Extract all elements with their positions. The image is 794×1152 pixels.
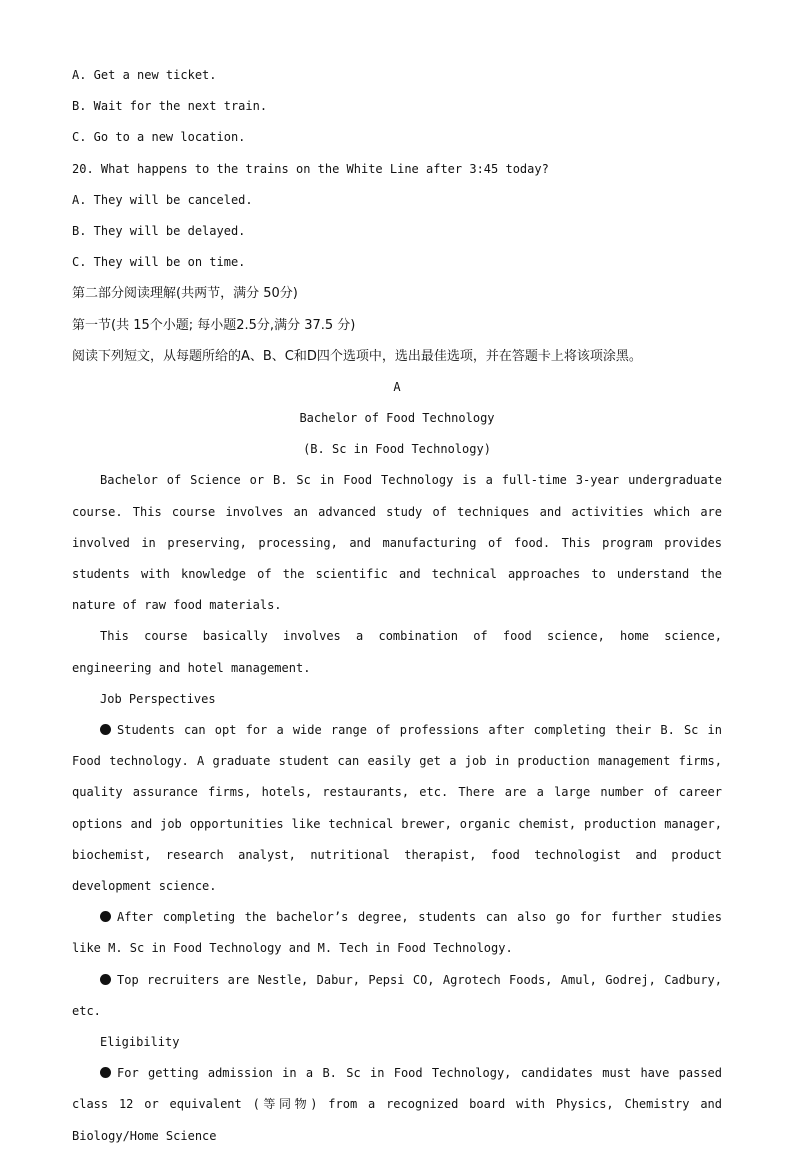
section1-title: 第一节(共 15个小题; 每小题2.5分,满分 37.5 分) [72,317,356,333]
reading-instruction: 阅读下列短文，从每题所给的A、B、C和D四个选项中，选出最佳选项，并在答题卡上将该项涂黑。 [72,348,642,364]
bullet-icon [100,1067,111,1078]
part2-title: 第二部分阅读理解(共两节，满分 50分) [72,286,298,302]
job-perspectives-heading: Job Perspectives [100,691,216,706]
bullet-text: After completing the bachelor’s degree, students can also go for further studies like M. Sc in Food Technology and M. Tech in Food Technology. [72,910,722,956]
passage-paragraph-1: Bachelor of Science or B. Sc in Food Technology is a full-time 3-year undergraduate course. This course involves an advanced study of techniques and activities which are involved in preserving, processing, and manufacturing of food. This program provides students with knowledge of the scientific and technical approaches to understand the nature of raw food materials. [72,473,722,613]
bullet-icon [100,974,111,985]
eligibility-heading: Eligibility [100,1035,180,1050]
q20-option-c: C. They will be on time. [72,255,246,270]
q20-option-a: A. They will be canceled. [72,192,253,207]
passage-label: A [393,379,401,394]
passage-title: Bachelor of Food Technology [299,411,495,426]
bullet-icon [100,724,111,735]
q19-option-b: B. Wait for the next train. [72,99,268,114]
bullet-icon [100,911,111,922]
q19-option-a: A. Get a new ticket. [72,68,217,82]
bullet-item-admission [72,1058,722,1152]
bullet-item-further-studies [72,902,722,964]
bullet-text: Students can opt for a wide range of professions after completing their B. Sc in Food technology. A graduate student can easily get a job in production management firms, quality assurance firms, hotels, restaurants, etc. There are a large number of career options and job opportunities like technical brewer, organic chemist, production manager, biochemist, research analyst, nutritional therapist, food technologist and product development science. [72,723,722,894]
passage-subtitle: (B. Sc in Food Technology) [303,442,491,457]
q20-question: 20. What happens to the trains on the White Line after 3:45 today? [72,161,549,176]
bullet-item-recruiters [72,965,722,1027]
bullet-item-professions [72,715,722,902]
exam-page [72,60,722,1152]
passage-paragraph-2: This course basically involves a combination of food science, home science, engineering and hotel management. [72,629,722,675]
bullet-text: For getting admission in a B. Sc in Food Technology, candidates must have passed class 12 or equivalent (等同物) from a recognized board with Physics, Chemistry and Biology/Home Science [72,1066,722,1143]
bullet-text: Top recruiters are Nestle, Dabur, Pepsi CO, Agrotech Foods, Amul, Godrej, Cadbury, etc. [72,972,722,1018]
q19-option-c: C. Go to a new location. [72,130,246,145]
q20-option-b: B. They will be delayed. [72,223,246,238]
